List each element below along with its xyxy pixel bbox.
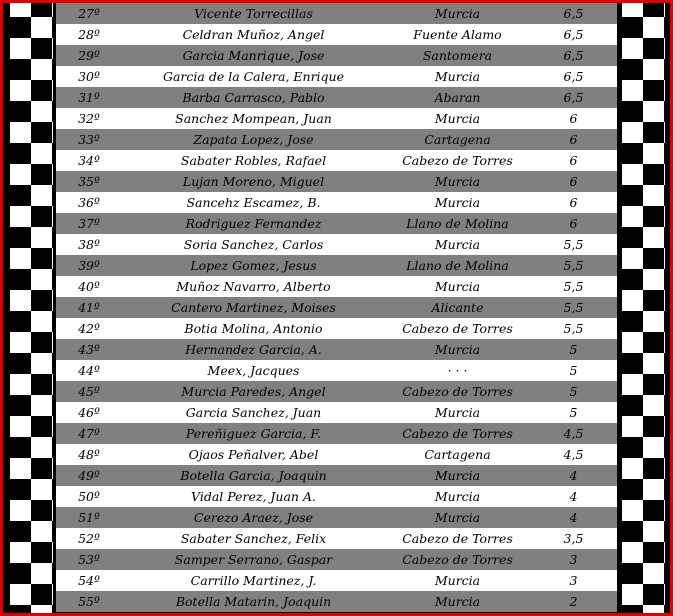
- points-cell: 4,5: [563, 426, 584, 441]
- player-name-cell: Meex, Jacques: [207, 363, 300, 378]
- table-row: [56, 318, 617, 339]
- position-cell: 40º: [78, 279, 100, 294]
- player-name-cell: Celdran Muñoz, Angel: [182, 27, 325, 42]
- table-row: [56, 3, 617, 24]
- city-cell: Cabezo de Torres: [402, 384, 513, 399]
- table-row: [56, 108, 617, 129]
- points-cell: 6,5: [563, 48, 584, 63]
- position-cell: 43º: [78, 342, 100, 357]
- table-row: [56, 444, 617, 465]
- player-name-cell: Vicente Torrecillas: [194, 6, 313, 21]
- city-cell: Alicante: [431, 300, 484, 315]
- player-name-cell: Samper Serrano, Gaspar: [174, 552, 333, 567]
- player-name-cell: Murcia Paredes, Angel: [181, 384, 326, 399]
- position-cell: 49º: [78, 468, 100, 483]
- table-row: [56, 339, 617, 360]
- table-row: [56, 66, 617, 87]
- city-cell: Murcia: [434, 573, 481, 588]
- points-cell: 5: [569, 342, 578, 357]
- city-cell: Cabezo de Torres: [402, 552, 513, 567]
- points-cell: 5,5: [563, 321, 584, 336]
- city-cell: Cartagena: [424, 132, 491, 147]
- points-cell: 6: [569, 132, 578, 147]
- position-cell: 31º: [78, 90, 100, 105]
- position-cell: 45º: [78, 384, 100, 399]
- table-row: [56, 360, 617, 381]
- position-cell: 44º: [78, 363, 100, 378]
- position-cell: 39º: [78, 258, 100, 273]
- city-cell: Murcia: [434, 279, 481, 294]
- position-cell: 29º: [78, 48, 100, 63]
- city-cell: Murcia: [434, 342, 481, 357]
- position-cell: 35º: [78, 174, 100, 189]
- player-name-cell: Pereñiguez Garcia, F.: [185, 426, 322, 441]
- position-cell: 34º: [78, 153, 100, 168]
- city-cell: Murcia: [434, 405, 481, 420]
- position-cell: 50º: [78, 489, 100, 504]
- table-row: [56, 213, 617, 234]
- position-cell: 38º: [78, 237, 100, 252]
- points-cell: 6,5: [563, 6, 584, 21]
- points-cell: 5,5: [563, 237, 584, 252]
- city-cell: Cabezo de Torres: [402, 153, 513, 168]
- position-cell: 33º: [78, 132, 100, 147]
- city-cell: Cartagena: [424, 447, 491, 462]
- table-row: [56, 24, 617, 45]
- player-name-cell: Sabater Sanchez, Felix: [180, 531, 327, 546]
- points-cell: 5: [569, 363, 578, 378]
- points-cell: 6: [569, 216, 578, 231]
- table-row: [56, 129, 617, 150]
- city-cell: Santomera: [422, 48, 493, 63]
- table-row: [56, 465, 617, 486]
- points-cell: 5,5: [563, 258, 584, 273]
- table-row: [56, 591, 617, 612]
- points-cell: 3,5: [563, 531, 584, 546]
- position-cell: 42º: [78, 321, 100, 336]
- table-row: [56, 549, 617, 570]
- player-name-cell: Sabater Robles, Rafael: [180, 153, 327, 168]
- player-name-cell: Sanchez Mompean, Juan: [175, 111, 332, 126]
- city-cell: Murcia: [434, 489, 481, 504]
- position-cell: 55º: [78, 594, 100, 609]
- checkered-border-right: [622, 3, 665, 613]
- table-row: [56, 297, 617, 318]
- position-cell: 48º: [78, 447, 100, 462]
- position-cell: 46º: [78, 405, 100, 420]
- city-cell: Murcia: [434, 111, 481, 126]
- position-cell: 47º: [78, 426, 100, 441]
- city-cell: Abaran: [434, 90, 481, 105]
- table-row: [56, 87, 617, 108]
- position-cell: 52º: [78, 531, 100, 546]
- table-row: [56, 402, 617, 423]
- city-cell: Llano de Molina: [406, 216, 509, 231]
- player-name-cell: Lopez Gomez, Jesus: [190, 258, 317, 273]
- city-cell: Murcia: [434, 468, 481, 483]
- table-row: [56, 255, 617, 276]
- player-name-cell: Cerezo Araez, Jose: [193, 510, 314, 525]
- city-cell: Llano de Molina: [406, 258, 509, 273]
- table-row: [56, 150, 617, 171]
- table-row: [56, 528, 617, 549]
- table-row: [56, 276, 617, 297]
- table-row: [56, 171, 617, 192]
- points-cell: 6: [569, 111, 578, 126]
- points-cell: 6,5: [563, 90, 584, 105]
- points-cell: 6: [569, 153, 578, 168]
- table-row: [56, 45, 617, 66]
- city-cell: · · ·: [447, 363, 468, 378]
- player-name-cell: Ojaos Peñalver, Abel: [188, 447, 319, 462]
- player-name-cell: Lujan Moreno, Miguel: [182, 174, 325, 189]
- player-name-cell: Barba Carrasco, Pablo: [182, 90, 325, 105]
- city-cell: Murcia: [434, 195, 481, 210]
- points-cell: 6,5: [563, 27, 584, 42]
- standings-table: [56, 3, 617, 612]
- player-name-cell: Carrillo Martinez, J.: [190, 573, 317, 588]
- city-cell: Cabezo de Torres: [402, 531, 513, 546]
- city-cell: Murcia: [434, 237, 481, 252]
- table-row: [56, 234, 617, 255]
- player-name-cell: Sancehz Escamez, B.: [186, 195, 321, 210]
- points-cell: 6: [569, 195, 578, 210]
- position-cell: 41º: [78, 300, 100, 315]
- table-row: [56, 507, 617, 528]
- points-cell: 4: [569, 468, 578, 483]
- city-cell: Murcia: [434, 6, 481, 21]
- position-cell: 36º: [78, 195, 100, 210]
- position-cell: 53º: [78, 552, 100, 567]
- points-cell: 5,5: [563, 279, 584, 294]
- position-cell: 54º: [78, 573, 100, 588]
- position-cell: 37º: [78, 216, 100, 231]
- city-cell: Cabezo de Torres: [402, 321, 513, 336]
- points-cell: 6,5: [563, 69, 584, 84]
- player-name-cell: Garcia Sanchez, Juan: [185, 405, 322, 420]
- points-cell: 5: [569, 405, 578, 420]
- table-row: [56, 423, 617, 444]
- player-name-cell: Botella Matarin, Joaquin: [175, 594, 332, 609]
- points-cell: 4: [569, 510, 578, 525]
- points-cell: 5,5: [563, 300, 584, 315]
- player-name-cell: Botella Garcia, Joaquin: [180, 468, 327, 483]
- points-cell: 5: [569, 384, 578, 399]
- city-cell: Murcia: [434, 510, 481, 525]
- points-cell: 3: [569, 573, 578, 588]
- points-cell: 4,5: [563, 447, 584, 462]
- position-cell: 27º: [78, 6, 100, 21]
- player-name-cell: Botia Molina, Antonio: [184, 321, 323, 336]
- table-row: [56, 192, 617, 213]
- player-name-cell: Vidal Perez, Juan A.: [191, 489, 316, 504]
- city-cell: Murcia: [434, 594, 481, 609]
- city-cell: Cabezo de Torres: [402, 426, 513, 441]
- position-cell: 30º: [78, 69, 100, 84]
- points-cell: 2: [569, 594, 578, 609]
- player-name-cell: Garcia Manrique, Jose: [182, 48, 325, 63]
- player-name-cell: Garcia de la Calera, Enrique: [162, 69, 345, 84]
- table-row: [56, 381, 617, 402]
- player-name-cell: Rodriguez Fernandez: [185, 216, 322, 231]
- position-cell: 51º: [78, 510, 100, 525]
- position-cell: 28º: [78, 27, 100, 42]
- city-cell: Murcia: [434, 69, 481, 84]
- points-cell: 6: [569, 174, 578, 189]
- player-name-cell: Zapata Lopez, Jose: [193, 132, 314, 147]
- table-row: [56, 486, 617, 507]
- points-cell: 4: [569, 489, 578, 504]
- checkered-border-left: [10, 3, 53, 613]
- points-cell: 3: [569, 552, 578, 567]
- player-name-cell: Muñoz Navarro, Alberto: [176, 279, 331, 294]
- player-name-cell: Cantero Martinez, Moises: [171, 300, 336, 315]
- city-cell: Fuente Alamo: [413, 27, 502, 42]
- player-name-cell: Hernandez Garcia, A.: [185, 342, 322, 357]
- position-cell: 32º: [78, 111, 100, 126]
- table-row: [56, 570, 617, 591]
- city-cell: Murcia: [434, 174, 481, 189]
- player-name-cell: Soria Sanchez, Carlos: [183, 237, 324, 252]
